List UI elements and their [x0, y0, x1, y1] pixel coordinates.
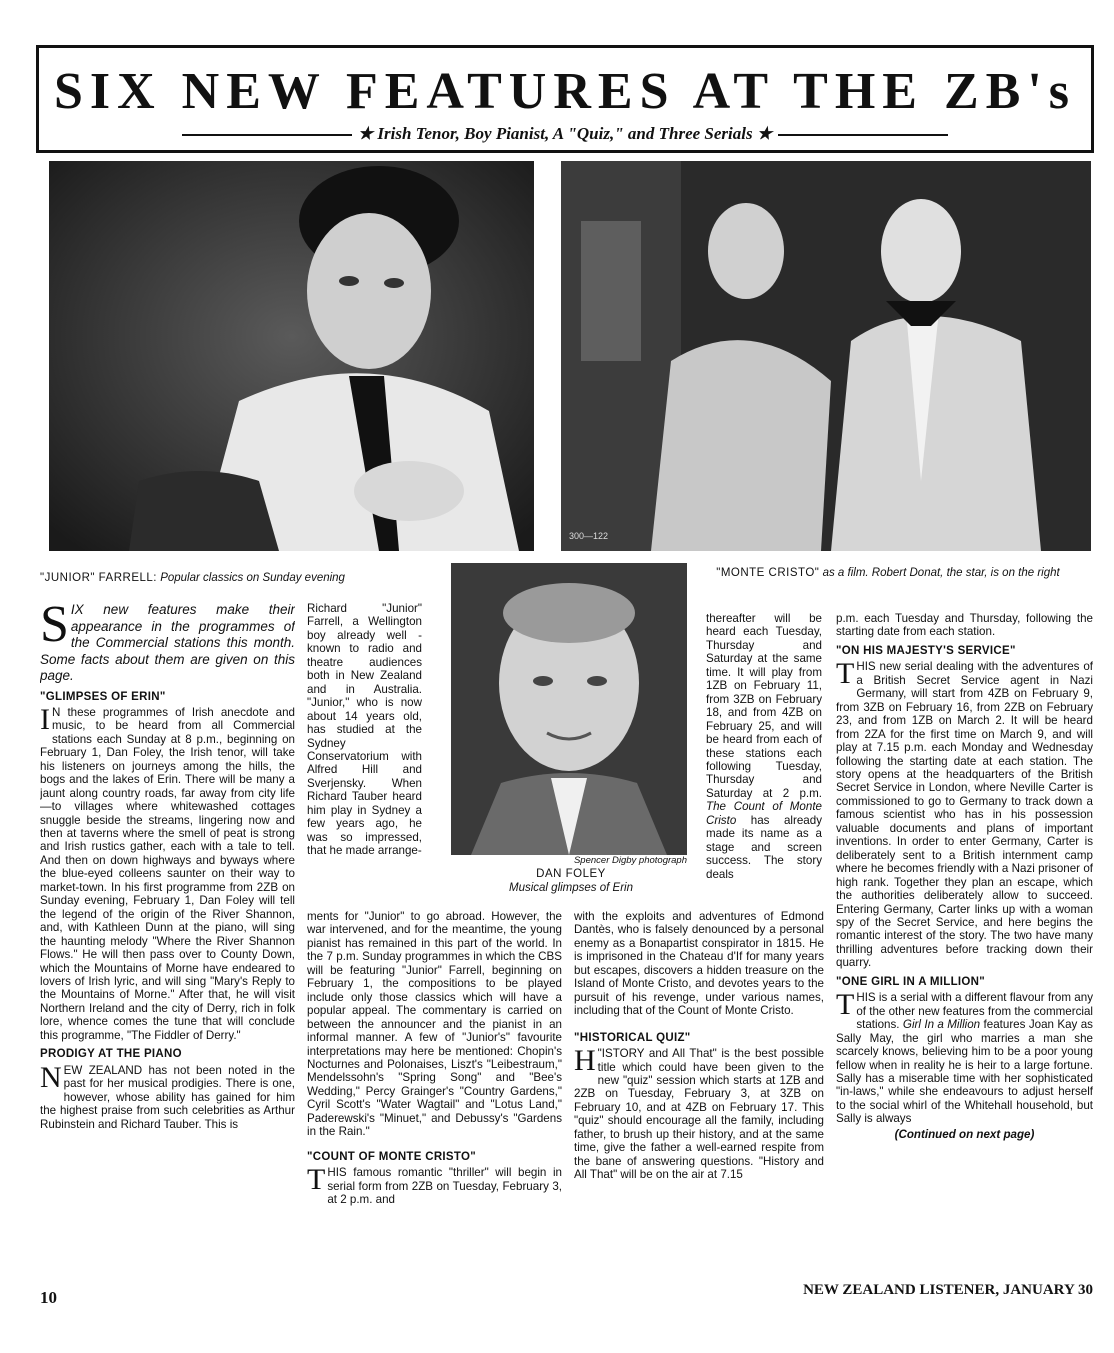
- continued-note: (Continued on next page): [894, 1127, 1035, 1141]
- prodigy-text: EW ZEALAND has not been noted in the past for her musical prodigies. There is one, however, whose ability has gained for him the highest praise from such celebrities as Arthur Rubinstein and Richard Tauber. This is: [40, 1063, 295, 1131]
- column-4: [836, 612, 1093, 1272]
- headline: SIX NEW FEATURES AT THE ZB's: [53, 63, 1077, 120]
- paragraph-service: [836, 657, 1093, 970]
- caption-foley-credit: Spencer Digby photograph: [573, 855, 687, 866]
- subhead-text: Irish Tenor, Boy Pianist, A "Quiz," and Three Serials: [377, 124, 753, 143]
- caption-foley-desc: Musical glimpses of Erin: [509, 882, 633, 895]
- paragraph-quiz: [574, 1044, 824, 1182]
- prodigy-dropcap: N: [40, 1060, 62, 1094]
- photo-junior-farrell: [49, 161, 534, 551]
- publication-line: NEW ZEALAND LISTENER, JANUARY 30: [803, 1282, 1093, 1298]
- column-3-narrow: [706, 612, 822, 912]
- paragraph-erin: [40, 702, 295, 1042]
- star-icon: ★: [756, 124, 773, 143]
- paragraph-quiz-cont: p.m. each Tuesday and Thursday, following the starting date from each station.: [836, 612, 1093, 639]
- star-icon: ★: [357, 124, 374, 143]
- caption-junior-desc: Popular classics on Sunday evening: [160, 572, 345, 584]
- column-2-narrow: [307, 602, 422, 912]
- headline-box: [36, 45, 1094, 153]
- photo-monte-cristo-image: [561, 161, 1091, 551]
- column-1: [40, 602, 295, 1272]
- quiz-dropcap: H: [574, 1044, 596, 1078]
- paragraph-monte-2: [706, 612, 822, 881]
- girl-dropcap: T: [836, 988, 855, 1022]
- rule-right: [778, 134, 948, 136]
- paragraph-monte-1: [307, 1163, 562, 1207]
- section-heading-service: "ON HIS MAJESTY'S SERVICE": [836, 644, 1016, 657]
- photo-dan-foley-image: [451, 563, 687, 855]
- caption-junior: [40, 571, 440, 585]
- girl-text-1: HIS is a serial with a different flavour from any of the other new features from the commercial stations.: [856, 991, 1093, 1032]
- paragraph-junior-narrow: Richard "Junior" Farrell, a Wellington boy already well - known to radio and theatre audiences both in New Zealand and in Australia. "Junior," who is now about 14 years old, has studied at the Sydney Conservatorium with Alfred Hill and Sverjensky. When Richard Tauber heard him play in Sydney a few years ago, he was so impressed, that he made arrange-: [307, 602, 422, 858]
- monte-text-3: has already made its name as a stage and screen success. The story deals: [706, 813, 822, 881]
- photo-monte-cristo: [561, 161, 1091, 551]
- erin-dropcap: I: [40, 702, 50, 736]
- rule-left: [182, 134, 352, 136]
- section-heading-prodigy: PRODIGY AT THE PIANO: [40, 1048, 182, 1061]
- paragraph-monte-4: with the exploits and adventures of Edmond Dantès, who is falsely denounced by a personal enemy as a Bonapartist conspirator in 1815. He is imprisoned in the Chateau d'If for many years but escapes, discovers a hidden treasure on the Island of Monte Cristo, and devotes years to the pursuit of his revenge, under various names, including that of the Count of Monte Cristo.: [574, 910, 824, 1018]
- girl-text-2: features Joan Kay as Sally May, the girl who marries a man she scarcely knows, believing him to be a poor young fellow when in reality he is heir to a large fortune. Sally has a miserable time with her sophisticated "in-laws," while she endeavours to adjust herself to the social whirl of the Whitehall household, but Sally is always: [836, 1018, 1093, 1126]
- paragraph-girl: [836, 988, 1093, 1126]
- caption-junior-name: "JUNIOR" FARRELL:: [40, 572, 157, 584]
- intro-dropcap: S: [40, 602, 69, 653]
- monte-text-1: HIS famous romantic "thriller" will begin in serial form from 2ZB on Tuesday, February 3, at 2 p.m. and: [327, 1166, 562, 1207]
- page-number: 10: [40, 1288, 57, 1307]
- column-3-wide: [574, 910, 824, 1272]
- service-text: HIS new serial dealing with the adventures of a British Secret Service agent in Nazi Germany, will start from 4ZB on February 9, from 3ZB on February 16, from 2ZB on February 23, and from 1ZB on March 2. It will be heard from 2ZA for the first time on March 9, and will play at 7.15 p.m. each Monday and Wednesday following the starting date at each station. The story opens at the headquarters of the British Secret Service in London, where Neville Carter is commissioned to go to Germany to track down a famous scientist who has in his possession valuable documents and plans of important inventions. In order to enter Germany, Carter is deliberately sent to a British internment camp where he becomes friendly with a Nazi prisoner of high rank. Together they plan an escape, which the authorities deliberately allow to succeed. Entering Germany, Carter links up with a woman spy of the Secret Service, and here begins the romantic interest of the story. The two have many thrilling adventures before tracking down their quarry.: [836, 660, 1093, 970]
- intro-paragraph: [40, 602, 295, 685]
- section-heading-erin: "GLIMPSES OF ERIN": [40, 690, 166, 703]
- caption-monte-name: "MONTE CRISTO": [716, 567, 820, 579]
- photo-dan-foley: [451, 563, 687, 855]
- caption-monte: [683, 566, 1093, 580]
- photo-junior-farrell-image: [49, 161, 534, 551]
- monte-dropcap: T: [307, 1163, 326, 1197]
- service-dropcap: T: [836, 657, 855, 691]
- monte-text-2: thereafter will be heard each Tuesday, Thursday and Saturday at the same time. It will play from 1ZB on February 11, from 3ZB on February 18, and from 4ZB on February 25, and will be heard from each of these stations each following Tuesday, Thursday and Saturday at 2 p.m.: [706, 612, 822, 800]
- caption-monte-desc: as a film. Robert Donat, the star, is on the right: [822, 567, 1060, 579]
- section-heading-monte: "COUNT OF MONTE CRISTO": [307, 1150, 477, 1163]
- monte-title: The Count of Monte Cristo: [706, 800, 822, 827]
- column-2-wide: [307, 910, 562, 1272]
- erin-text: N these programmes of Irish anecdote and music, to be heard from all Commercial stations each Sunday at 8 p.m., beginning on February 1, Dan Foley, the Irish tenor, will take his listeners on journeys among the hills, the bogs and the lakes of Erin. There will be many a jaunt along country roads, far away from city life—to villages where whitewashed cottages snuggle beside the streams, lingering now and then at taverns where the smell of peat is strong and Irish rustics gather, each with a tale to tell. And then on down highways and byways where the blue-eyed colleens saunter on their way to market-town. In his first programme from 2ZB on Sunday evening, February 1, Dan Foley will tell the legend of the origin of the River Shannon, and, with Kathleen Dunn at the piano, will sing the haunting melody "Where the River Shannon Flows." He will then pass over to County Down, which the Mountains of Morne have endeared to lovers of Irish lyric, and will sing "Mary's Reply to the Mountains of Morne." After that, he will visit Northern Ireland and the city of Derry, rich in folk lore, whence comes the tune that will conclude this programme, "The Fiddler of Derry.": [40, 705, 295, 1042]
- section-heading-girl: "ONE GIRL IN A MILLION": [836, 975, 985, 988]
- subheadline: [39, 124, 1091, 144]
- caption-foley: [455, 855, 687, 896]
- paragraph-prodigy: [40, 1060, 295, 1131]
- caption-foley-name: DAN FOLEY: [536, 867, 606, 880]
- intro-text: IX new features make their appearance in the programmes of the Commercial stations this month. Some facts about them are given on this page.: [40, 602, 295, 683]
- girl-title: Girl In a Million: [902, 1018, 981, 1032]
- film-code: 300—122: [569, 531, 609, 541]
- quiz-text: "ISTORY and All That" is the best possible title which could have been given to the new "quiz" session which starts at 1ZB and 2ZB on Tuesday, February 3, at 3ZB on February 10, and at 4ZB on February 17. This "quiz" should encourage all the family, including father, to brush up their history, and at the same time, give the father a well-earned respite from the bane of answering questions. "History and All That" will be on the air at 7.15: [574, 1047, 824, 1182]
- section-heading-quiz: "HISTORICAL QUIZ": [574, 1031, 691, 1044]
- paragraph-junior-wide: ments for "Junior" to go abroad. However, the war intervened, and for the meantime, the young pianist has remained in this part of the world. In the 7 p.m. Sunday programmes in which the CBS will be featuring "Junior" Farrell, beginning on February 1, the compositions to be played include only those classics which will have a popular appeal. The commentary is carried on between the announcer and the pianist in an informal manner. A few of "Junior's" favourite interpretations may here be mentioned: Chopin's Nocturnes and Polonaises, Liszt's "Leibestraum," Mendelssohn's "Spring Song" and "Bee's Wedding," Percy Grainger's "Country Gardens," Cyril Scott's "Water Wagtail" and "Lotus Land," Paderewski's "Minuet," and Debussy's "Gardens in the Rain.": [307, 910, 562, 1139]
